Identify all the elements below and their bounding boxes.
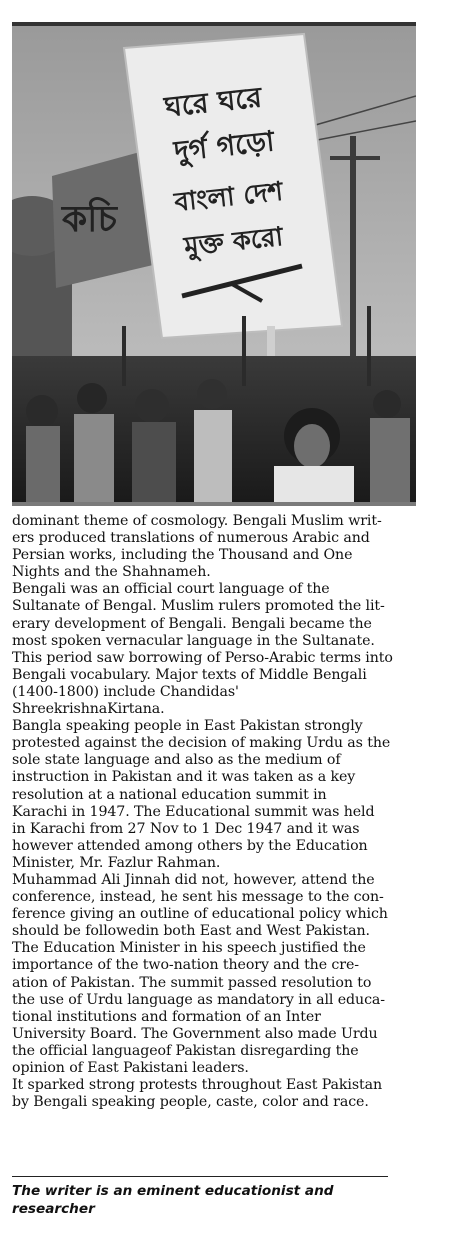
article-body <box>12 513 416 1111</box>
article-paragraph: Bengali was an official court language of the Sultanate of Bengal. Muslim rulers promoted the lit- erary development of Bengali. Bengali became the most spoken vernacular language in the Sultanate. This period saw borrowing of Perso-Arabic terms into Bengali vocabulary. Major texts of Middle Bengali (1400-1800) include Chandidas' ShreekrishnaKirtana. <box>12 581 393 718</box>
placard-line-4: মুক্ত করো <box>182 222 285 263</box>
main-placard <box>124 34 342 338</box>
article-paragraph: Bangla speaking people in East Pakistan strongly protested against the decision of making Urdu as the sole state language and also as the medium of instruction in Pakistan and it was taken as a key resolution at a national education summit in Karachi in 1947. The Educational summit was held in Karachi from 27 Nov to 1 Dec 1947 and it was however attended among others by the Education Minister, Mr. Fazlur Rahman. <box>12 718 391 871</box>
article-paragraph: It sparked strong protests throughout East Pakistan by Bengali speaking people, caste, color and race. <box>12 1077 383 1111</box>
left-banner-text: কচি <box>62 199 117 240</box>
placard-line-1: ঘরে ঘরে <box>162 80 264 124</box>
protest-photo <box>12 22 416 506</box>
placard-line-2: দুর্গ গড়ো <box>172 124 276 168</box>
protest-photo-illustration <box>12 26 416 502</box>
credit-divider <box>12 1176 388 1177</box>
article-paragraph: dominant theme of cosmology. Bengali Muslim writ- ers produced translations of numerous Arabic and Persian works, including the Thousand and One Nights and the Shahnameh. <box>12 513 382 581</box>
article-paragraph: Muhammad Ali Jinnah did not, however, attend the conference, instead, he sent his message to the con- ference giving an outline of educational policy which should be followedin both East and West Pakistan. The Education Minister in his speech justified the importance of the two-nation theory and the cre- ation of Pakistan. The summit passed resolution to the use of Urdu language as mandatory in all educa- tional institutions and formation of an Inter University Board. The Government also made Urdu the official languageof Pakistan disregarding the opinion of East Pakistani leaders. <box>12 871 388 1076</box>
author-credit: The writer is an eminent educationist and researcher <box>12 1183 334 1217</box>
placard-line-3: বাংলা দেশ <box>173 176 285 219</box>
